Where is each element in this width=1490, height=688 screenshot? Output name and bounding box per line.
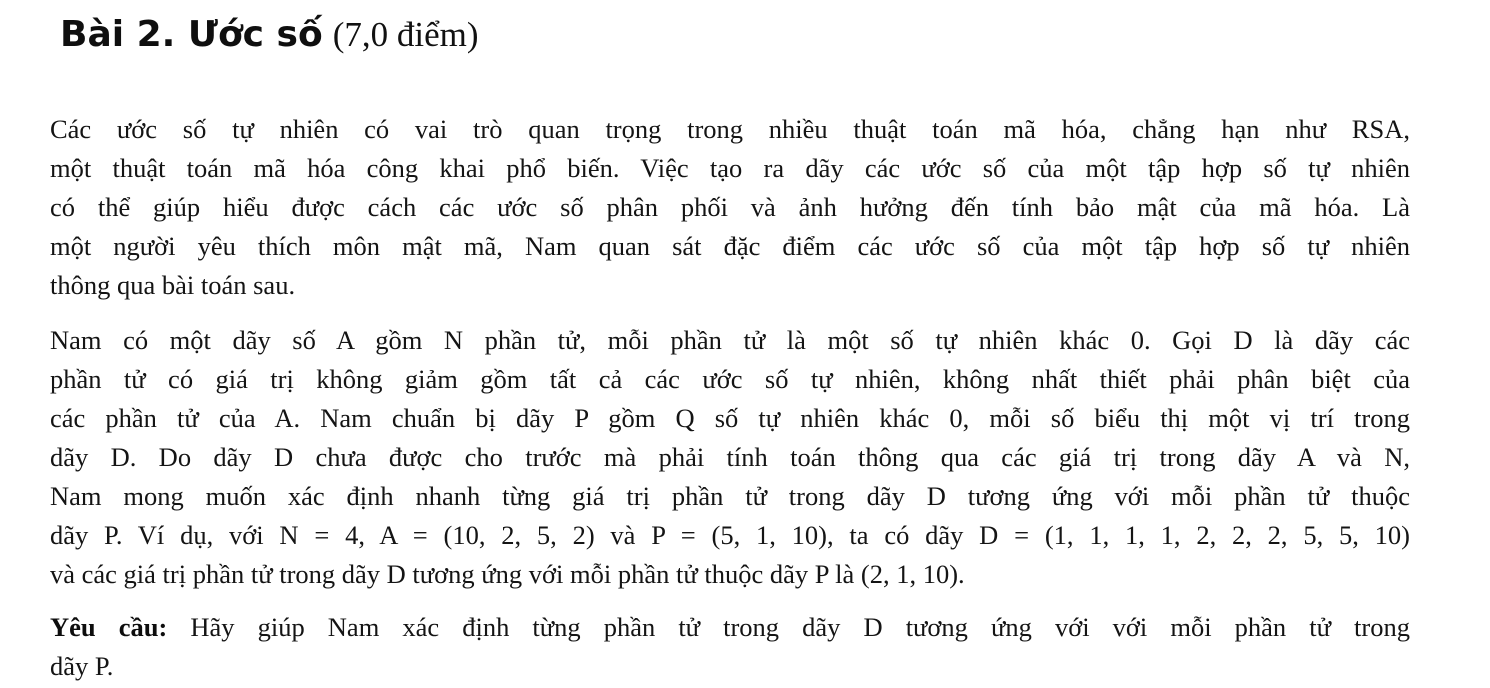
paragraph-line: dãy P. — [50, 651, 114, 681]
paragraph-line: có thể giúp hiểu được cách các ước số phân phối và ảnh hưởng đến tính bảo mật của mã hóa. Là — [50, 192, 1410, 222]
paragraph-line: thông qua bài toán sau. — [50, 270, 296, 300]
paragraph-line: phần tử có giá trị không giảm gồm tất cả các ước số tự nhiên, không nhất thiết phải phân biệt của — [50, 364, 1410, 394]
paragraph-line: Nam mong muốn xác định nhanh từng giá trị phần tử trong dãy D tương ứng với mỗi phần tử thuộc — [50, 481, 1410, 511]
problem-title-text: Bài 2. Ước số — [60, 14, 323, 55]
paragraph-line — [50, 608, 1410, 647]
paragraph-line: Nam có một dãy số A gồm N phần tử, mỗi phần tử là một số tự nhiên khác 0. Gọi D là dãy các — [50, 325, 1410, 355]
requirement-paragraph — [50, 608, 1410, 686]
problem-points: (7,0 điểm) — [332, 15, 479, 54]
paragraph-line: Các ước số tự nhiên có vai trò quan trọng trong nhiều thuật toán mã hóa, chẳng hạn như RSA, — [50, 114, 1410, 144]
paragraph-line: các phần tử của A. Nam chuẩn bị dãy P gồm Q số tự nhiên khác 0, mỗi số biểu thị một vị trí trong — [50, 403, 1410, 433]
paragraph-line: và các giá trị phần tử trong dãy D tương ứng với mỗi phần tử thuộc dãy P là (2, 1, 10). — [50, 559, 965, 589]
requirement-label: Yêu cầu: — [50, 612, 168, 642]
requirement-text: Hãy giúp Nam xác định từng phần tử trong dãy D tương ứng với với mỗi phần tử trong — [190, 612, 1410, 642]
intro-paragraph — [50, 110, 1410, 305]
paragraph-line: một thuật toán mã hóa công khai phổ biến. Việc tạo ra dãy các ước số của một tập hợp số tự nhiên — [50, 153, 1410, 183]
paragraph-line: dãy D. Do dãy D chưa được cho trước mà phải tính toán thông qua các giá trị trong dãy A và N, — [50, 442, 1410, 472]
paragraph-line: một người yêu thích môn mật mã, Nam quan sát đặc điểm các ước số của một tập hợp số tự nhiên — [50, 231, 1410, 261]
paragraph-line: dãy P. Ví dụ, với N = 4, A = (10, 2, 5, 2) và P = (5, 1, 10), ta có dãy D = (1, 1, 1, 1, 2, 2, 2, 5, 5, 10) — [50, 520, 1410, 550]
problem-title — [60, 8, 479, 68]
problem-statement-paragraph — [50, 321, 1410, 594]
